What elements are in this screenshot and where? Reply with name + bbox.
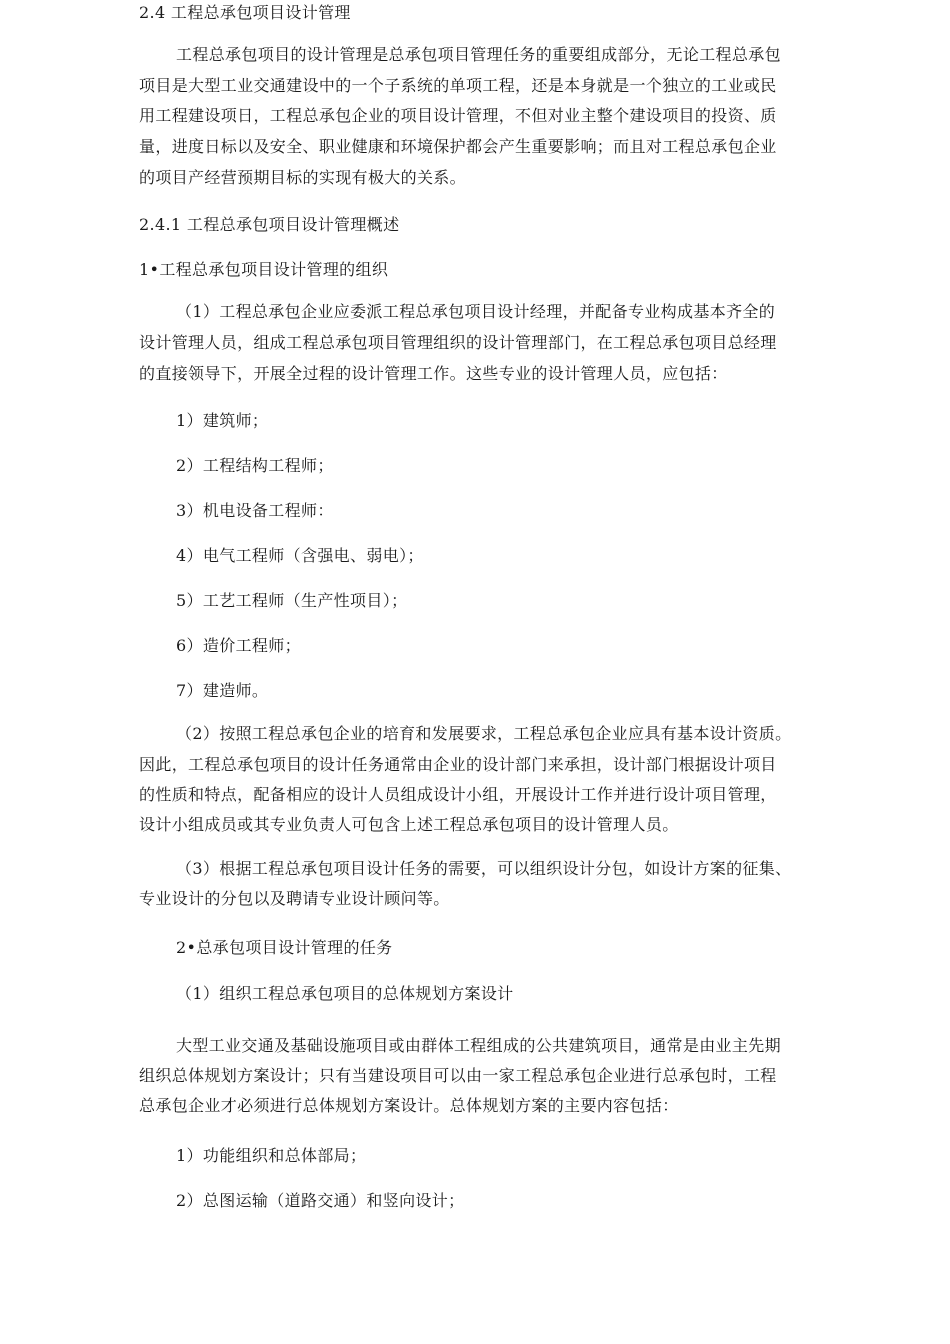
item-1-heading: 1•工程总承包项目设计管理的组织 bbox=[139, 260, 389, 279]
paragraph-line: 设计管理人员，组成工程总承包项目管理组织的设计管理部门，在工程总承包项目总经理 bbox=[139, 333, 777, 352]
paragraph-line: 的直接领导下，开展全过程的设计管理工作。这些专业的设计管理人员，应包括： bbox=[139, 364, 728, 383]
list-item: 3）机电设备工程师： bbox=[176, 501, 334, 520]
intro-line: 量，进度日标以及安全、职业健康和环境保护都会产生重要影响；而且对工程总承包企业 bbox=[139, 137, 777, 156]
list-item: 6）造价工程师； bbox=[176, 636, 301, 655]
list-item: 2）总图运输（道路交通）和竖向设计； bbox=[176, 1191, 465, 1210]
list-item: 4）电气工程师（含强电、弱电）； bbox=[176, 546, 424, 565]
list-item: 1）功能组织和总体部局； bbox=[176, 1146, 367, 1165]
paragraph-line: 因此，工程总承包项目的设计任务通常由企业的设计部门来承担，设计部门根据设计项目 bbox=[139, 755, 777, 774]
list-item: 1）建筑师； bbox=[176, 411, 269, 430]
subsection-heading: （1）组织工程总承包项目的总体规划方案设计 bbox=[176, 984, 514, 1003]
paragraph-line: 总承包企业才必须进行总体规划方案设计。总体规划方案的主要内容包括： bbox=[139, 1096, 679, 1115]
list-item: 2）工程结构工程师； bbox=[176, 456, 334, 475]
list-item: 5）工艺工程师（生产性项目）； bbox=[176, 591, 408, 610]
intro-line: 项目是大型工业交通建设中的一个子系统的单项工程，还是本身就是一个独立的工业或民 bbox=[139, 76, 777, 95]
intro-line: 的项目产经营预期目标的实现有极大的关系。 bbox=[139, 168, 467, 187]
intro-line: 工程总承包项目的设计管理是总承包项目管理任务的重要组成部分，无论工程总承包 bbox=[176, 45, 781, 64]
paragraph-line: 大型工业交通及基础设施项目或由群体工程组成的公共建筑项目，通常是由业主先期 bbox=[176, 1036, 781, 1055]
paragraph-line: （2）按照工程总承包企业的培育和发展要求，工程总承包企业应具有基本设计资质。 bbox=[176, 724, 792, 743]
paragraph-line: 组织总体规划方案设计；只有当建设项目可以由一家工程总承包企业进行总承包时，工程 bbox=[139, 1066, 777, 1085]
paragraph-line: （3）根据工程总承包项目设计任务的需要，可以组织设计分包，如设计方案的征集、 bbox=[176, 859, 792, 878]
paragraph-line: 专业设计的分包以及聘请专业设计顾问等。 bbox=[139, 889, 450, 908]
paragraph-line: 的性质和特点，配备相应的设计人员组成设计小组，开展设计工作并进行设计项目管理， bbox=[139, 785, 777, 804]
intro-line: 用工程建设项日，工程总承包企业的项目设计管理，不但对业主整个建设项目的投资、质 bbox=[139, 106, 777, 125]
section-heading-2-4: 2.4 工程总承包项目设计管理 bbox=[139, 3, 351, 22]
paragraph-line: （1）工程总承包企业应委派工程总承包项目设计经理，并配备专业构成基本齐全的 bbox=[176, 302, 776, 321]
item-2-heading: 2•总承包项目设计管理的任务 bbox=[176, 938, 393, 957]
paragraph-line: 设计小组成员或其专业负责人可包含上述工程总承包项目的设计管理人员。 bbox=[139, 815, 679, 834]
section-heading-2-4-1: 2.4.1 工程总承包项目设计管理概述 bbox=[139, 215, 400, 234]
list-item: 7）建造师。 bbox=[176, 681, 269, 700]
